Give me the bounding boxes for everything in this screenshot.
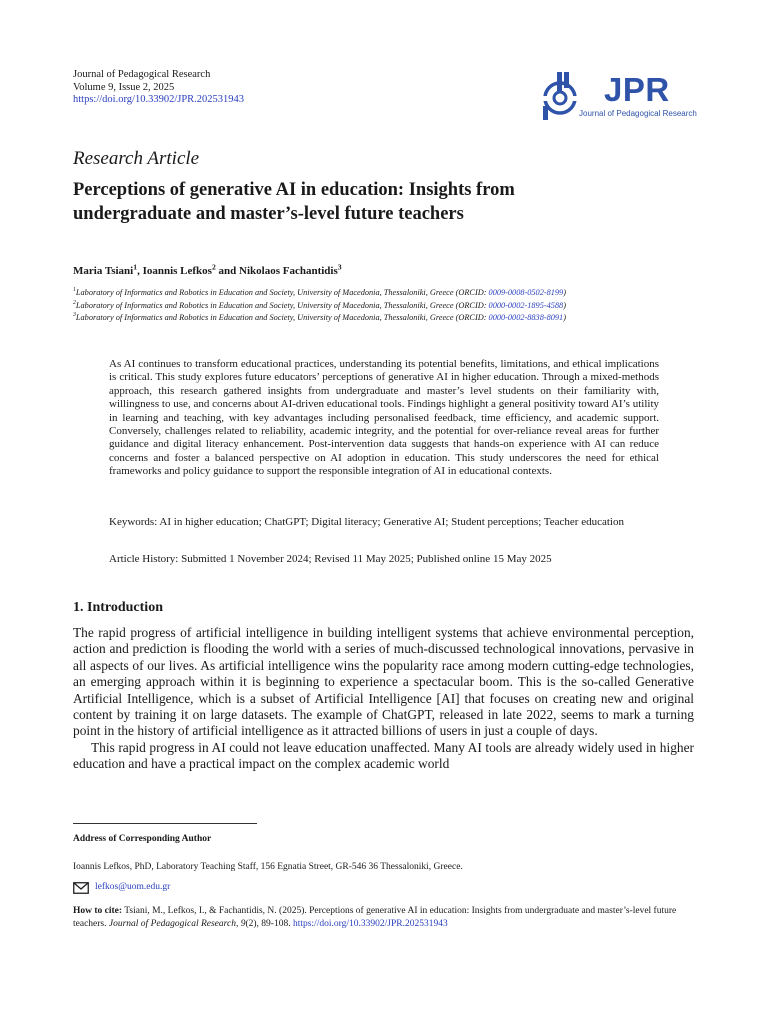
cite-pages: (2), 89-108. [245,918,293,929]
section-body [73,625,694,773]
author-affiliation-mark: 2 [211,262,216,272]
affiliations [73,287,566,325]
doi-link[interactable]: https://doi.org/10.33902/JPR.202531943 [73,94,245,105]
author-affiliation-mark: 3 [337,262,342,272]
cite-label: How to cite: [73,906,123,916]
affiliation-mark: 2 [73,299,76,306]
author-name: Maria Tsiani [73,265,134,277]
footnote-divider [73,823,257,824]
section-heading: 1. Introduction [73,600,163,615]
logo-text: JPR [604,71,670,108]
affiliation-text: Laboratory of Informatics and Robotics in Education and Society, University of Macedonia, Thessaloniki, Greece (ORCID: [75,313,489,322]
cite-journal: Journal of Pedagogical Research, 9 [108,918,246,929]
corresponding-author-address: Ioannis Lefkos, PhD, Laboratory Teaching Staff, 156 Egnatia Street, GR-546 36 Thessaloniki, Greece. [73,862,463,872]
affiliation-close: ) [563,300,566,310]
affiliation-line [73,312,566,325]
cite-text: Tsiani, M., Lefkos, I., & Fachantidis, N. (2025). Perceptions of generative AI in education: Insights from undergraduate and master’s-level future teachers. [73,906,677,929]
orcid-link[interactable]: 0000-0002-1895-4588 [488,300,564,310]
volume-issue: Volume 9, Issue 2, 2025 [73,81,175,93]
article-title: Perceptions of generative AI in education: Insights from undergraduate and master’s-level future teachers [73,180,515,224]
orcid-link[interactable]: 0009-0008-0502-8199 [488,288,564,297]
abstract: As AI continues to transform educational practices, understanding its potential benefits, limitations, and ethical implications is critical. This study explores future educators’ perceptions of generative AI in higher education. Through a mixed-methods approach, this research gathered insights from undergraduate and master’s level students on their familiarity with, willingness to use, and concerns about AI-driven educational tools. Findings highlight a general positivity toward AI’s utility in learning and teaching, with key advantages including personalised feedback, time efficiency, and academic support. Conversely, challenges related to reliability, academic integrity, and the potential for over-reliance reveal areas for further guidance and digital literacy enhancement. Post-intervention data suggests that hands-on experience with AI can reduce concerns and foster a balanced perspective on AI adoption in education. This study underscores the need for ethical frameworks and policy guidance to support the responsible integration of AI in educational contexts. [109,358,659,478]
article-history: Article History: Submitted 1 November 2024; Revised 11 May 2025; Published online 15 May 2025 [109,553,552,565]
author-separator: and [215,265,240,277]
orcid-link[interactable]: 0000-0002-8838-8091 [488,313,564,322]
affiliation-text: Laboratory of Informatics and Robotics in Education and Society, University of Macedonia, Thessaloniki, Greece (ORCID: [75,300,489,310]
corresponding-author-heading: Address of Corresponding Author [73,834,212,844]
author-list [73,262,342,277]
email-link[interactable]: lefkos@uom.edu.gr [95,882,171,892]
keywords: Keywords: AI in higher education; ChatGPT; Digital literacy; Generative AI; Student perceptions; Teacher education [109,516,624,528]
cite-doi-link[interactable]: https://doi.org/10.33902/JPR.202531943 [292,918,448,929]
envelope-icon [73,882,89,894]
affiliation-mark: 3 [73,312,76,319]
author-name: Ioannis Lefkos [142,265,212,277]
affiliation-line [73,300,566,313]
jpr-logo-icon [538,70,582,122]
how-to-cite [73,905,695,930]
author-affiliation-mark: 1 [133,262,138,272]
article-type: Research Article [73,148,200,169]
paragraph: This rapid progress in AI could not leave education unaffected. Many AI tools are already widely used in higher education and have a practical impact on the complex academic world [73,739,694,772]
jpr-logo [538,70,698,122]
author-name: Nikolaos Fachantidis [239,265,338,277]
affiliation-mark: 1 [73,287,76,294]
author-separator: , [137,265,143,277]
affiliation-close: ) [563,313,566,322]
journal-name: Journal of Pedagogical Research [73,69,211,80]
affiliation-line [73,287,566,300]
affiliation-close: ) [563,288,566,297]
logo-subtitle: Journal of Pedagogical Research [579,109,697,118]
journal-meta [73,69,244,107]
paragraph: The rapid progress of artificial intelligence in building intelligent systems that achieve environmental perception, action and prediction is flooding the world with a series of much-discussed technological innovations, pervasive in all aspects of our lives. As artificial intelligence wins the popularity race among modern cutting-edge technologies, an emerging approach within it is beginning to experience a spectacular boom. This is the so-called Generative Artificial Intelligence, which is a subset of Artificial Intelligence [AI] that focuses on creating new and original content by training it on large datasets. The example of ChatGPT, released in late 2022, seems to mark a turning point in the history of artificial intelligence as it attracted billions of users in just a couple of days. [73,625,694,739]
affiliation-text: Laboratory of Informatics and Robotics in Education and Society, University of Macedonia, Thessaloniki, Greece (ORCID: [75,288,489,297]
